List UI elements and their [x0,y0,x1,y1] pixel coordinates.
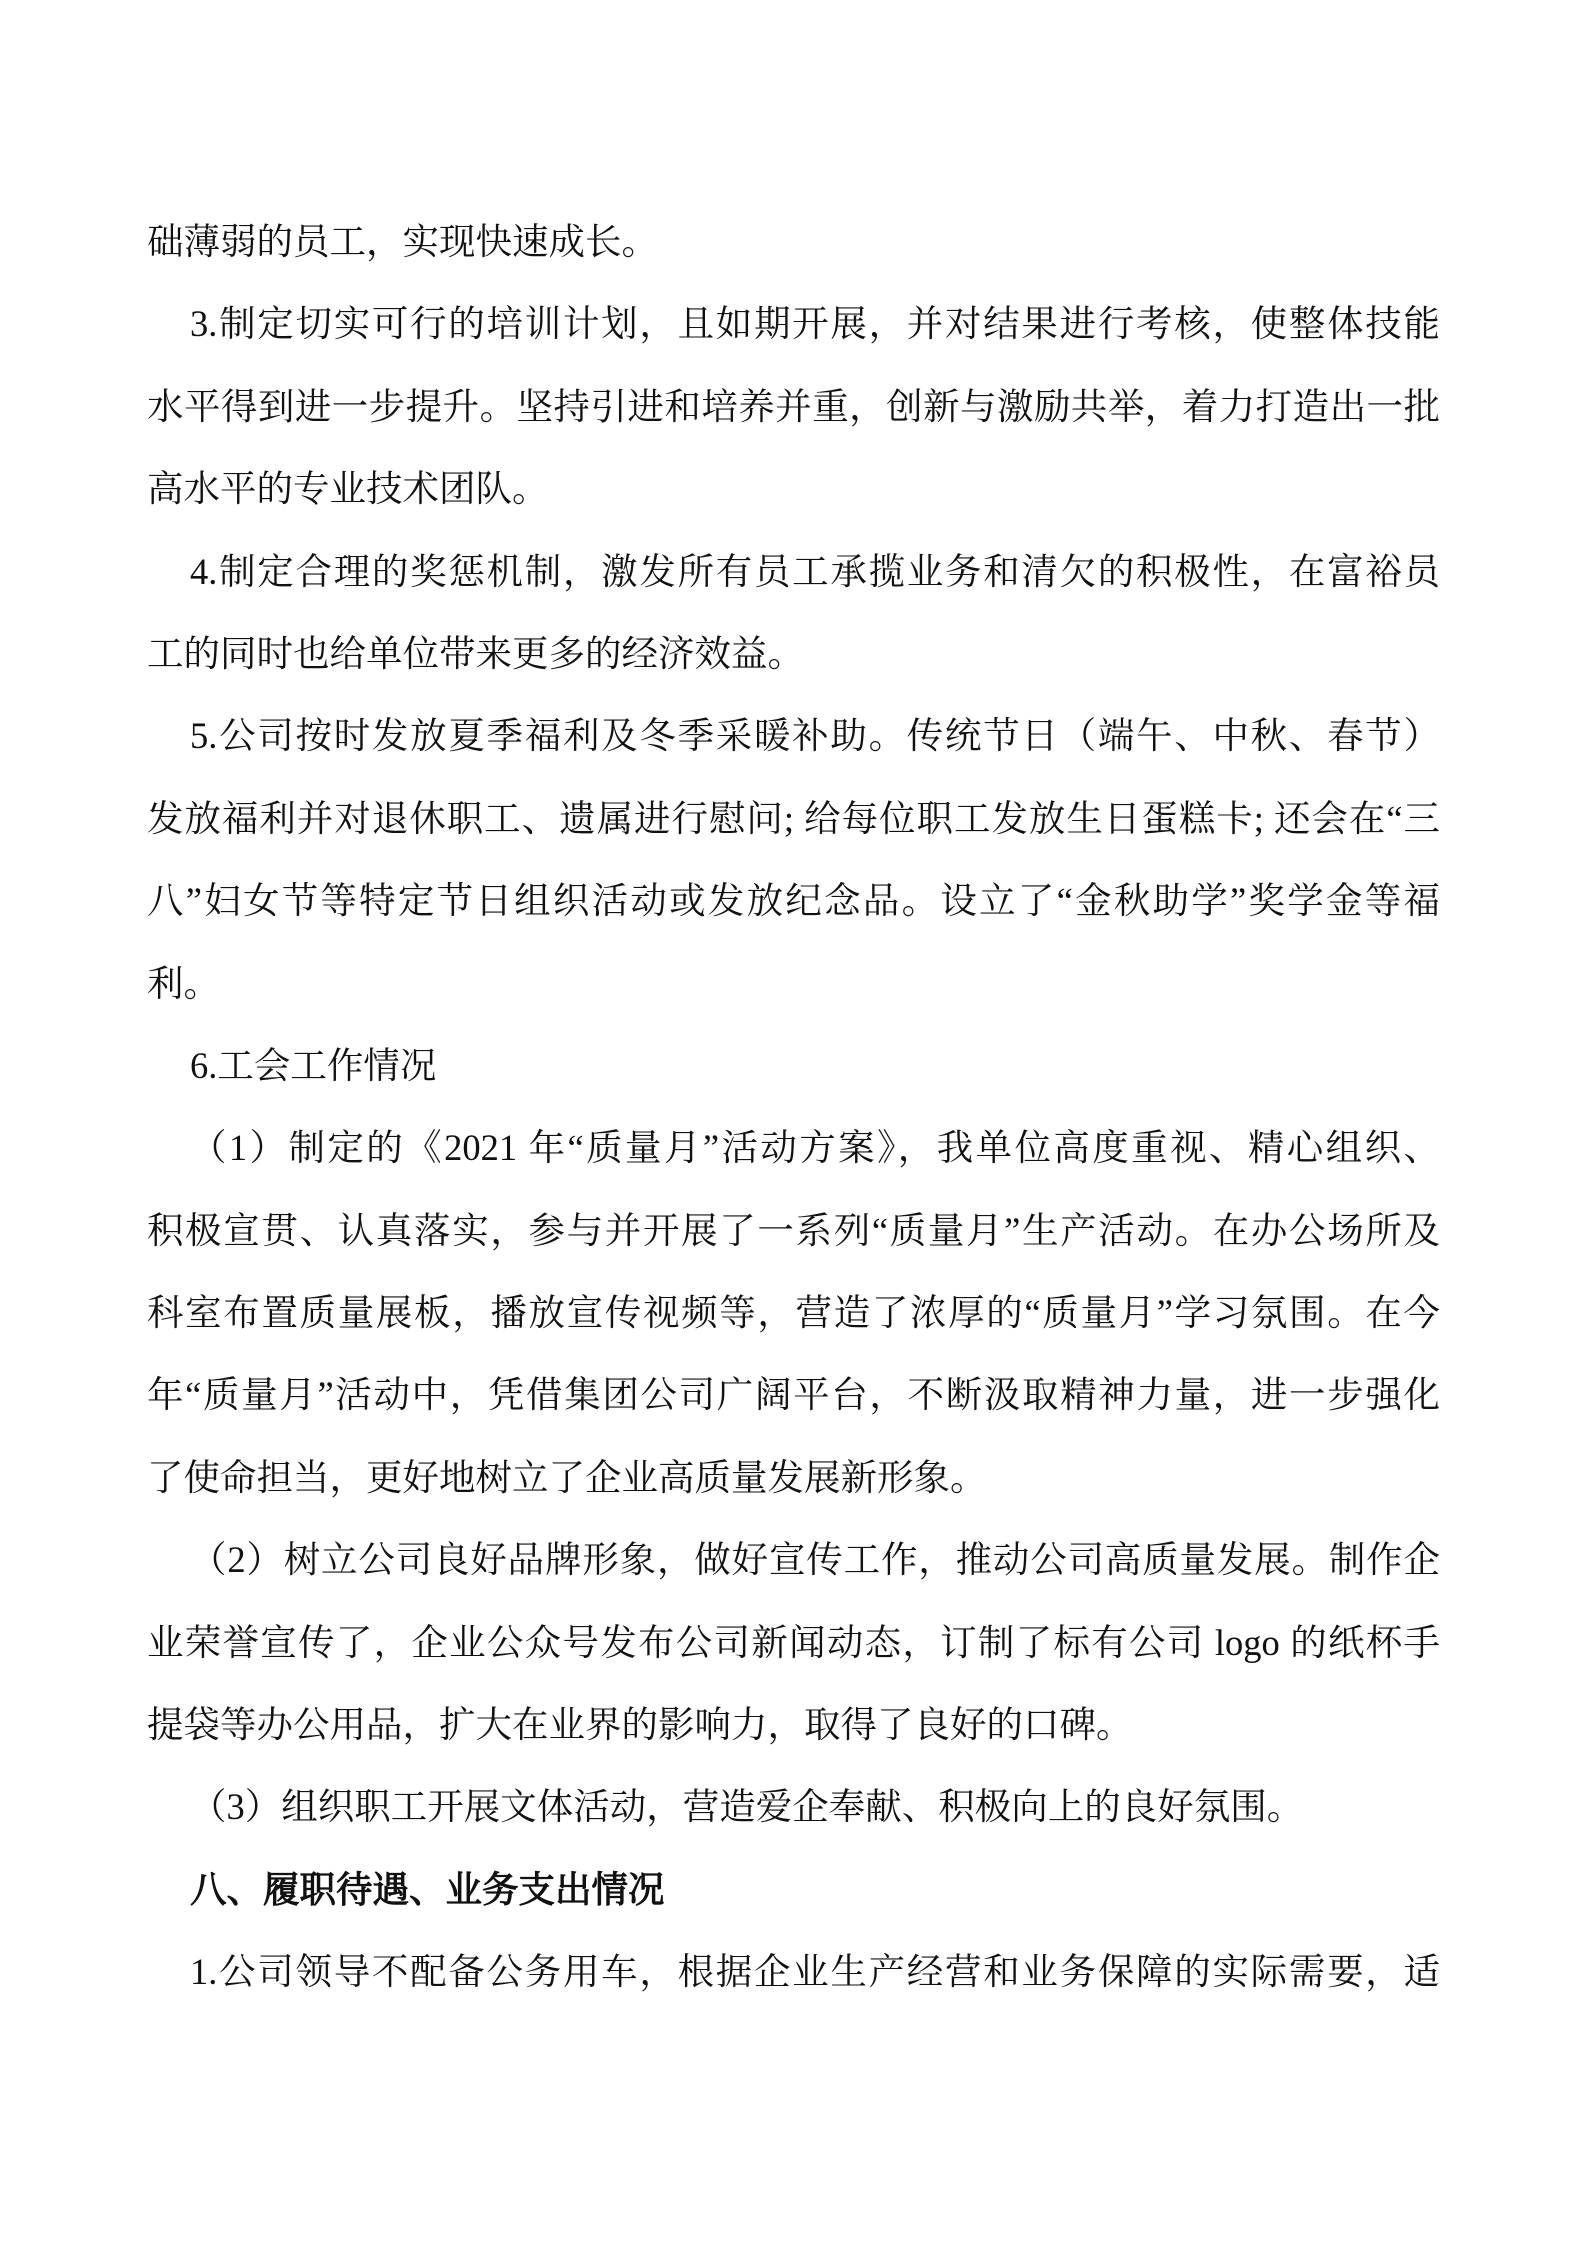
section-heading: 八、履职待遇、业务支出情况 [190,1868,665,1910]
text-line: 提袋等办公用品，扩大在业界的影响力，取得了良好的口碑。 [147,1704,1133,1746]
text-line: 高水平的专业技术团队。 [147,468,549,510]
text-line: 八”妇女节等特定节日组织活动或发放纪念品。设立了“金秋助学”奖学金等福 [147,880,1440,922]
text-line: 6.工会工作情况 [190,1044,437,1086]
text-line: 5.公司按时发放夏季福利及冬季采暖补助。传统节日（端午、中秋、春节） [190,715,1440,757]
text-line: 水平得到进一步提升。坚持引进和培养并重，创新与激励共举，着力打造出一批 [147,385,1440,427]
text-line: 年“质量月”活动中，凭借集团公司广阔平台，不断汲取精神力量，进一步强化 [147,1374,1440,1416]
text-line: 工的同时也给单位带来更多的经济效益。 [147,632,804,674]
text-line: （2）树立公司良好品牌形象，做好宣传工作，推动公司高质量发展。制作企 [190,1539,1440,1581]
text-line: 了使命担当，更好地树立了企业高质量发展新形象。 [147,1456,987,1498]
document-body [147,201,1440,2014]
text-line: 3.制定切实可行的培训计划，且如期开展，并对结果进行考核，使整体技能 [190,303,1440,345]
text-line: 础薄弱的员工，实现快速成长。 [147,221,658,262]
text-line: 科室布置质量展板，播放宣传视频等，营造了浓厚的“质量月”学习氛围。在今 [147,1292,1440,1334]
text-line: （1）制定的《2021 年“质量月”活动方案》，我单位高度重视、精心组织、 [190,1127,1440,1169]
text-line: 1.公司领导不配备公务用车，根据企业生产经营和业务保障的实际需要，适 [190,1951,1440,1993]
text-line: 发放福利并对退休职工、遗属进行慰问; 给每位职工发放生日蛋糕卡; 还会在“三 [147,797,1440,839]
text-line: 利。 [147,962,220,1004]
text-line: 积极宣贯、认真落实，参与并开展了一系列“质量月”生产活动。在办公场所及 [147,1209,1440,1251]
text-line: （3）组织职工开展文体活动，营造爱企奉献、积极向上的良好氛围。 [190,1786,1304,1828]
text-line: 4.制定合理的奖惩机制，激发所有员工承揽业务和清欠的积极性，在富裕员 [190,550,1440,592]
text-line: 业荣誉宣传了，企业公众号发布公司新闻动态，订制了标有公司 logo 的纸杯手 [147,1621,1440,1663]
